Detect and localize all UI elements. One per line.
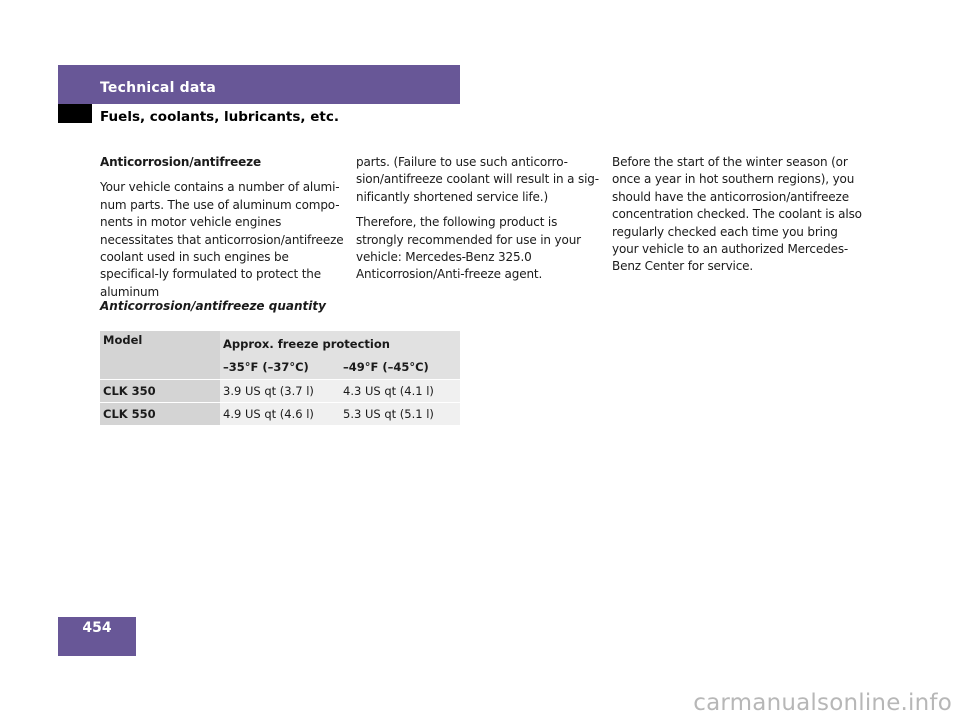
page-number: 454 — [82, 620, 112, 636]
table-row — [100, 403, 460, 426]
header-temp-1: –35°F (–37°C) — [220, 355, 340, 380]
section-title: Technical data — [100, 80, 217, 96]
value-cell: 4.9 US qt (4.6 l) — [220, 403, 340, 426]
header-temp-2: –49°F (–45°C) — [340, 355, 460, 380]
value-cell: 5.3 US qt (5.1 l) — [340, 403, 460, 426]
header-freeze-protection: Approx. freeze protection — [220, 331, 460, 355]
antifreeze-quantity-table — [100, 331, 460, 425]
model-cell: CLK 550 — [100, 403, 220, 426]
text-column-3 — [612, 154, 862, 284]
table-header-row — [100, 331, 460, 355]
paragraph: Your vehicle contains a number of alumi-num parts. The use of aluminum compo-nents in motor vehicle engines necessitates that anticorrosion/antifreeze coolant used in such engines be specifical-ly formulated to protect the aluminum — [100, 180, 344, 299]
watermark: carmanualsonline.info — [693, 690, 952, 716]
subsection-title: Fuels, coolants, lubricants, etc. — [100, 109, 339, 125]
paragraph: Therefore, the following product is strongly recommended for use in your vehicle: Mercedes-Benz 325.0 Anticorrosion/Anti-freeze agent. — [356, 215, 581, 282]
table-caption: Anticorrosion/antifreeze quantity — [100, 299, 326, 313]
header-tab-marker — [58, 104, 92, 123]
paragraph: parts. (Failure to use such anticorro-sion/antifreeze coolant will result in a sig-nificantly shortened service life.) — [356, 155, 599, 204]
text-column-2 — [356, 154, 606, 292]
paragraph: Before the start of the winter season (or once a year in hot southern regions), you should have the anticorrosion/antifreeze concentration checked. The coolant is also regularly checked each time you bring your vehicle to an authorized Mercedes-Benz Center for service. — [612, 155, 862, 274]
header-model: Model — [100, 331, 220, 380]
section-heading: Anticorrosion/antifreeze — [100, 155, 261, 169]
value-cell: 4.3 US qt (4.1 l) — [340, 380, 460, 403]
value-cell: 3.9 US qt (3.7 l) — [220, 380, 340, 403]
table-row — [100, 380, 460, 403]
model-cell: CLK 350 — [100, 380, 220, 403]
text-column-1 — [100, 154, 350, 309]
